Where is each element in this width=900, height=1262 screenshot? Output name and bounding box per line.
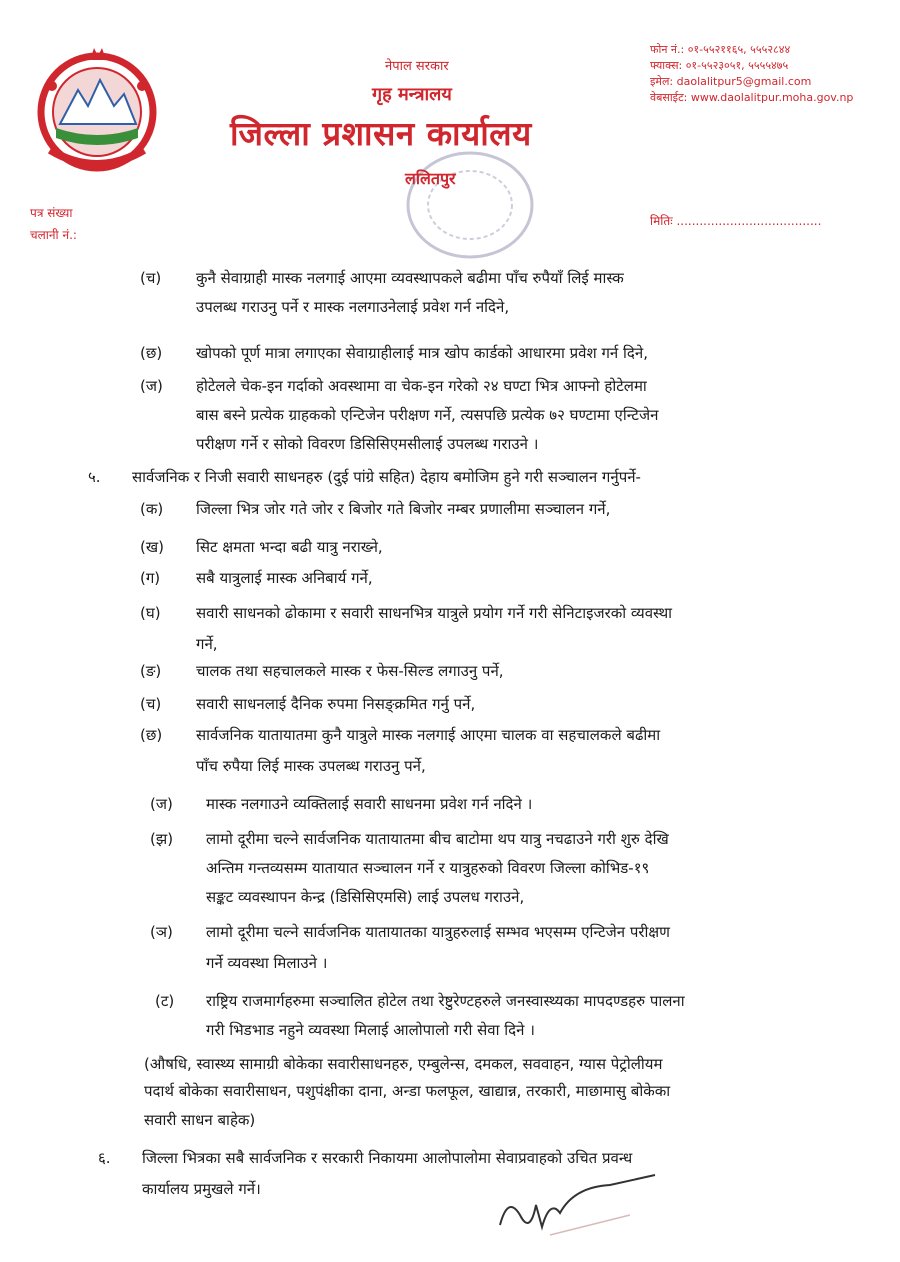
body-text-line: होटेलले चेक-इन गर्दाको अवस्थामा वा चेक-इन गरेको २४ घण्टा भित्र आफ्नो होटेलमा — [196, 377, 647, 395]
body-text-line: खोपको पूर्ण मात्रा लगाएका सेवाग्राहीलाई मात्र खोप कार्डको आधारमा प्रवेश गर्न दिने, — [196, 344, 648, 362]
body-text-line: सार्वजनिक र निजी सवारी साधनहरु (दुई पांग्रे सहित) देहाय बमोजिम हुने गरी सञ्चालन गर्नुपर्ने- — [132, 468, 641, 486]
body-text-line: पाँच रुपैया लिई मास्क उपलब्ध गराउनु पर्ने, — [196, 757, 426, 775]
item-marker: (छ) — [140, 344, 163, 362]
fax-number: फ्याक्स: ०१-५५२३०५१, ५५५५४७५ — [650, 59, 789, 72]
item-marker: (क) — [140, 500, 164, 518]
body-text-line: परीक्षण गर्ने र सोको विवरण डिसिसिएमसीलाई उपलब्ध गराउने । — [196, 435, 539, 453]
item-marker: (ञ) — [150, 923, 173, 941]
dispatch-number-label: चलानी नं.: — [30, 228, 77, 242]
date-field: मितिः ...................................... — [650, 214, 822, 228]
government-label: नेपाल सरकार — [385, 59, 449, 74]
body-text-line: गर्ने, — [196, 635, 218, 653]
body-text-line: सवारी साधनलाई दैनिक रुपमा निसङ्क्रमित गर्नु पर्ने, — [196, 695, 476, 713]
body-text-line: सिट क्षमता भन्दा बढी यात्रु नराख्ने, — [196, 538, 383, 556]
signature — [490, 1165, 690, 1245]
body-text-line: उपलब्ध गराउनु पर्ने र मास्क नलगाउनेलाई प्रवेश गर्न नदिने, — [196, 298, 510, 316]
body-text-line: (औषधि, स्वास्थ्य सामाग्री बोकेका सवारीसाधनहरु, एम्बुलेन्स, दमकल, सववाहन, ग्यास पेट्रोलीयम — [144, 1055, 663, 1073]
item-marker: (च) — [140, 269, 162, 287]
item-marker: (घ) — [140, 604, 161, 622]
body-text-line: जिल्ला भित्र जोर गते जोर र बिजोर गते बिजोर नम्बर प्रणालीमा सञ्चालन गर्ने, — [196, 500, 611, 518]
item-marker: (झ) — [150, 830, 174, 848]
item-marker: (ज) — [150, 795, 173, 813]
body-text-line: कुनै सेवाग्राही मास्क नलगाई आएमा व्यवस्थापकले बढीमा पाँच रुपैयाँ लिई मास्क — [196, 269, 624, 287]
reference-block — [30, 202, 77, 246]
city-label: ललितपुर — [405, 169, 456, 188]
item-marker: ६. — [98, 1149, 111, 1167]
item-marker: (च) — [140, 695, 162, 713]
body-text-line: सवारी साधन बाहेक) — [144, 1111, 256, 1129]
body-text-line: लामो दूरीमा चल्ने सार्वजनिक यातायातमा बीच बाटोमा थप यात्रु नचढाउने गरी शुरु देखि — [206, 830, 669, 848]
body-text-line: गर्ने व्यवस्था मिलाउने । — [206, 954, 328, 972]
body-text-line: जिल्ला भित्रका सबै सार्वजनिक र सरकारी निकायमा आलोपालोमा सेवाप्रवाहको उचित प्रवन्ध — [142, 1149, 633, 1167]
body-text-line: राष्ट्रिय राजमार्गहरुमा सञ्चालित होटेल तथा रेष्टुरेण्टहरुले जनस्वास्थ्यका मापदण्डहरु पालना — [206, 992, 685, 1010]
body-text-line: पदार्थ बोकेका सवारीसाधन, पशुपंक्षीका दाना, अन्डा फलफूल, खाद्यान्न, तरकारी, माछामासु बोकेका — [144, 1082, 671, 1100]
item-marker: (ङ) — [140, 662, 162, 680]
body-text-line: गरी भिडभाड नहुने व्यवस्था मिलाई आलोपालो गरी सेवा दिने । — [206, 1021, 535, 1039]
email-address: इमेल: daolalitpur5@gmail.com — [650, 75, 812, 88]
office-stamp — [395, 140, 545, 270]
item-marker: (ख) — [140, 538, 164, 556]
office-title: जिल्ला प्रशासन कार्यालय — [230, 114, 532, 153]
item-marker: (छ) — [140, 726, 163, 744]
website-address: वेबसाईट: www.daolalitpur.moha.gov.np — [650, 91, 854, 104]
phone-number: फोन नं.: ०१-५५२११६५, ५५५२८४४ — [650, 43, 791, 56]
body-text-line: बास बस्ने प्रत्येक ग्राहकको एन्टिजेन परीक्षण गर्ने, त्यसपछि प्रत्येक ७२ घण्टामा एन्टिजेन — [196, 406, 659, 424]
ministry-label: गृह मन्त्रालय — [372, 84, 452, 105]
body-text-line: सङ्कट व्यवस्थापन केन्द्र (डिसिसिएमसि) लाई उपलध गराउने, — [206, 888, 525, 906]
item-marker: (ट) — [155, 992, 175, 1010]
body-text-line: मास्क नलगाउने व्यक्तिलाई सवारी साधनमा प्रवेश गर्न नदिने । — [206, 795, 533, 813]
body-text-line: चालक तथा सहचालकले मास्क र फेस-सिल्ड लगाउनु पर्ने, — [196, 662, 504, 680]
nepal-emblem-logo — [30, 46, 164, 174]
body-text-line: सबै यात्रुलाई मास्क अनिबार्य गर्ने, — [196, 569, 373, 587]
letter-number-label: पत्र संख्या — [30, 206, 73, 220]
body-text-line: अन्तिम गन्तव्यसम्म यातायात सञ्चालन गर्ने र यात्रुहरुको विवरण जिल्ला कोभिड-१९ — [206, 859, 650, 877]
body-text-line: कार्यालय प्रमुखले गर्ने। — [142, 1180, 261, 1198]
item-marker: (ज) — [140, 377, 163, 395]
body-text-line: सार्वजनिक यातायातमा कुनै यात्रुले मास्क नलगाई आएमा चालक वा सहचालकले बढीमा — [196, 726, 661, 744]
contact-block — [650, 42, 853, 106]
item-marker: (ग) — [140, 569, 161, 587]
body-text-line: सवारी साधनको ढोकामा र सवारी साधनभित्र यात्रुले प्रयोग गर्ने गरी सेनिटाइजरको व्यवस्था — [196, 604, 673, 622]
item-marker: ५. — [88, 468, 101, 486]
body-text-line: लामो दूरीमा चल्ने सार्वजनिक यातायातका यात्रुहरुलाई सम्भव भएसम्म एन्टिजेन परीक्षण — [206, 923, 671, 941]
